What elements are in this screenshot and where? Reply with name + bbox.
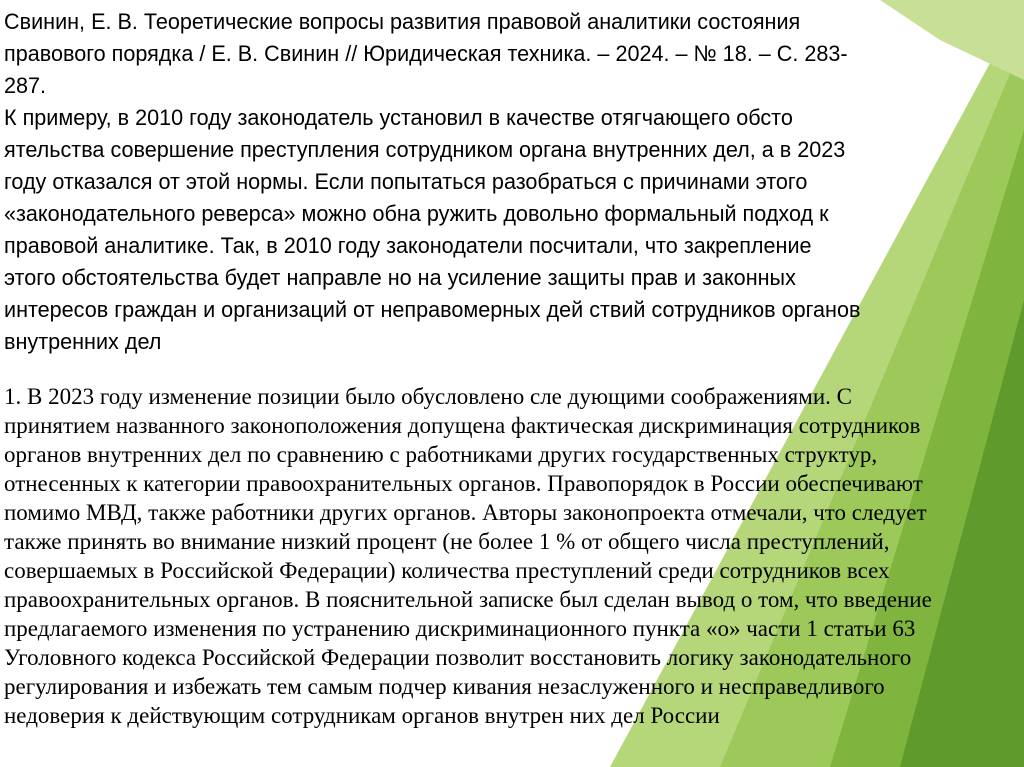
citation-line: Свинин, Е. В. Теоретические вопросы развития правовой аналитики состояния bbox=[4, 9, 801, 34]
paragraph-line: году отказался от этой нормы. Если попытаться разобраться с причинами этого bbox=[4, 169, 808, 194]
paragraph-line: помимо МВД, также работники других органов. Авторы законопроекта отмечали, что следует bbox=[4, 500, 927, 525]
paragraph-line: предлагаемого изменения по устранению дискриминационного пункта «о» части 1 статьи 63 bbox=[4, 616, 916, 641]
paragraph-line: интересов граждан и организаций от неправомерных дей ствий сотрудников органов bbox=[4, 297, 861, 322]
paragraph-line: правоохранительных органов. В пояснительной записке был сделан вывод о том, что введение bbox=[4, 587, 932, 612]
paragraph-line: Уголовного кодекса Российской Федерации позволит восстановить логику законодательного bbox=[4, 645, 912, 670]
paragraph-line: совершаемых в Российской Федерации) количества преступлений среди сотрудников всех bbox=[4, 558, 890, 583]
paragraph-line: ятельства совершение преступления сотрудником органа внутренних дел, а в 2023 bbox=[4, 137, 846, 162]
paragraph-line: недоверия к действующим сотрудникам органов внутрен них дел России bbox=[4, 703, 720, 728]
paragraph-line: регулирования и избежать тем самым подчер кивания незаслуженного и несправедливого bbox=[4, 674, 885, 699]
paragraph-line: «законодательного реверса» можно обна ружить довольно формальный подход к bbox=[4, 201, 829, 226]
paragraph-line: внутренних дел bbox=[4, 329, 162, 354]
citation-line: 287. bbox=[4, 73, 47, 98]
paragraph-line: 1. В 2023 году изменение позиции было обусловлено сле дующими соображениями. С bbox=[4, 384, 852, 409]
paragraph-line: принятием названного законоположения допущена фактическая дискриминация сотрудников bbox=[4, 413, 921, 438]
paragraph-line: правовой аналитике. Так, в 2010 году законодатели посчитали, что закрепление bbox=[4, 233, 812, 258]
paragraph-line: также принять во внимание низкий процент (не более 1 % от общего числа преступлений, bbox=[4, 529, 890, 554]
citation-line: правового порядка / Е. В. Свинин // Юридическая техника. – 2024. – № 18. – С. 283- bbox=[4, 41, 848, 66]
paragraph-line: К примеру, в 2010 году законодатель установил в качестве отягчающего обсто bbox=[4, 105, 793, 130]
paragraph-line: этого обстоятельства будет направле но на усиление защиты прав и законных bbox=[4, 265, 796, 290]
paragraph-line: органов внутренних дел по сравнению с работниками других государственных структур, bbox=[4, 442, 878, 467]
paragraph-line: отнесенных к категории правоохранительных органов. Правопорядок в России обеспечивают bbox=[4, 471, 923, 496]
